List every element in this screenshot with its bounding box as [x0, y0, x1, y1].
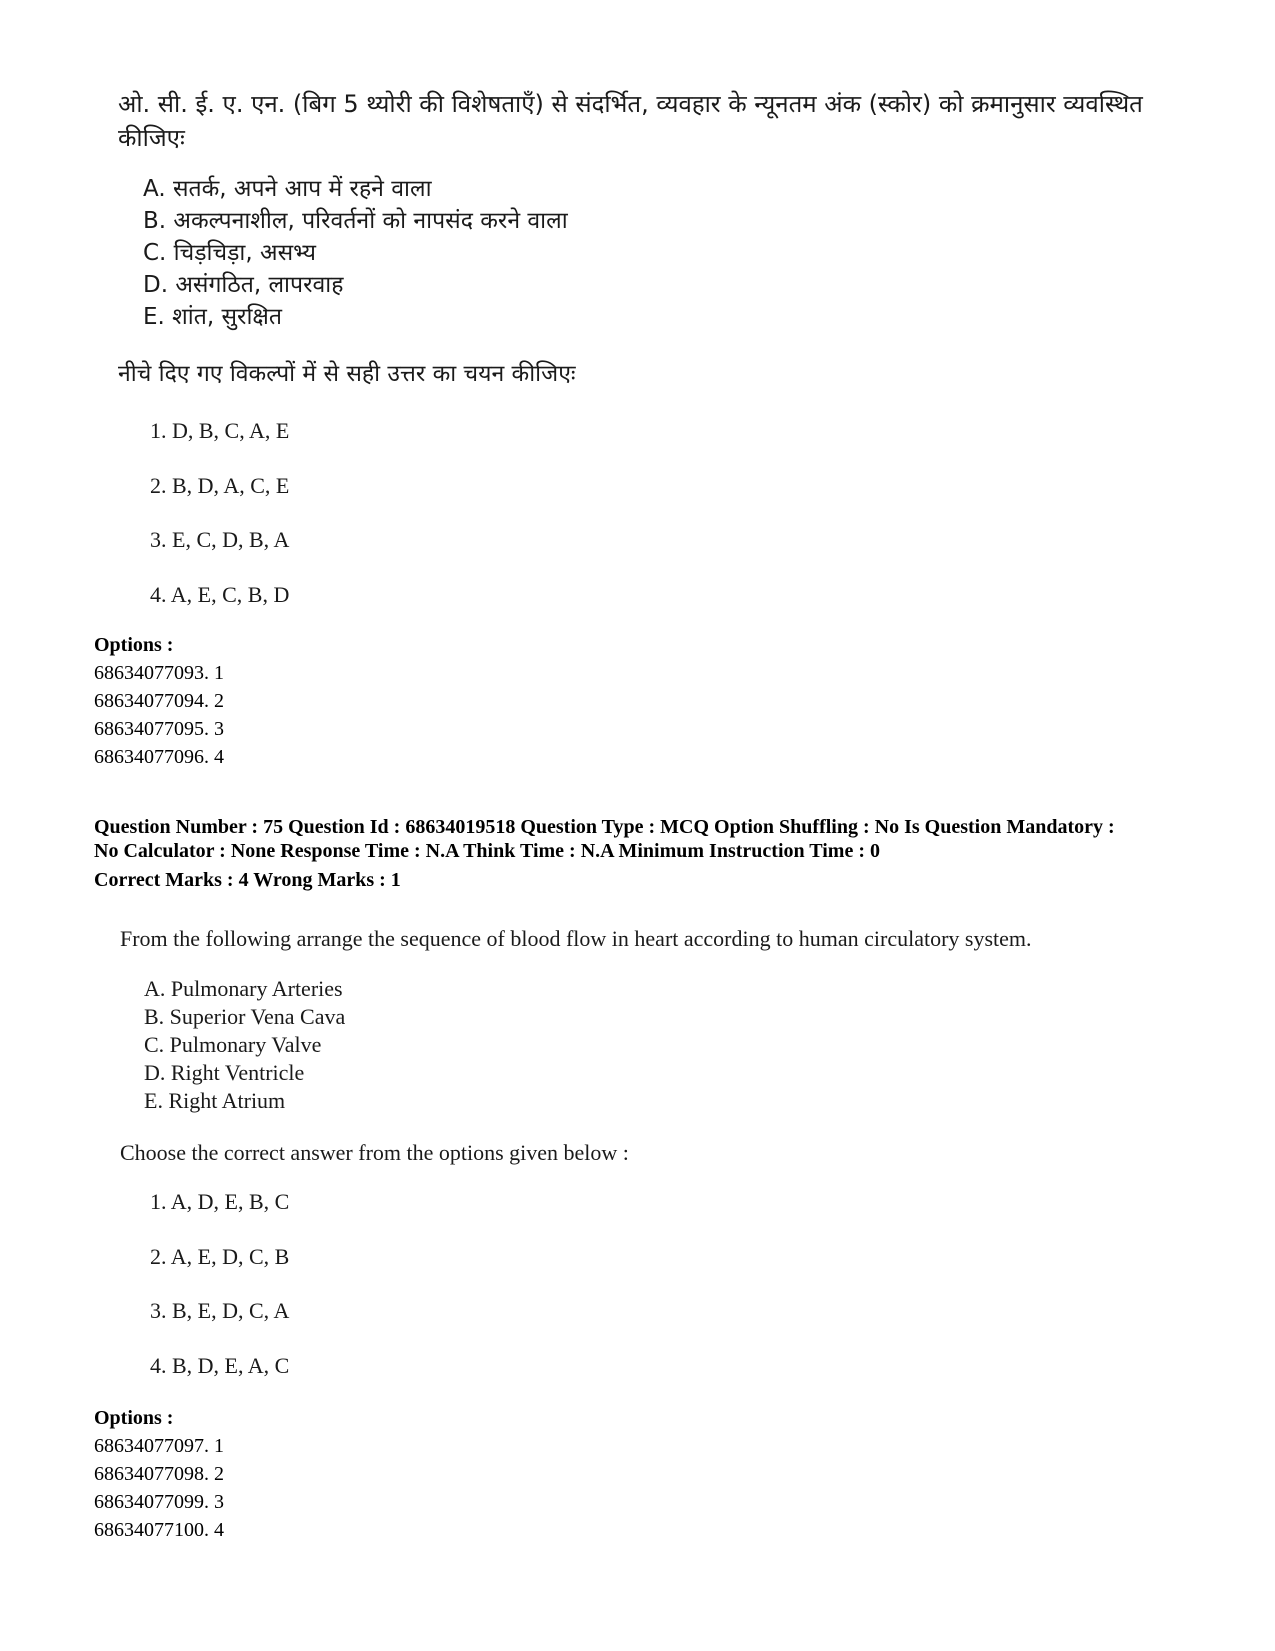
statement-item: C. चिड़चिड़ा, असभ्य — [143, 240, 317, 266]
statement-item: D. Right Ventricle — [144, 1060, 305, 1085]
question-75-meta — [94, 815, 1244, 892]
option-item: 68634077097. 1 — [94, 1435, 224, 1457]
choice-item: 1. A, D, E, B, C — [150, 1189, 290, 1214]
choice-item: 2. A, E, D, C, B — [150, 1243, 290, 1269]
choice-item: 4. B, D, E, A, C — [150, 1352, 290, 1378]
option-item: 68634077094. 2 — [94, 690, 224, 712]
choice-item: 2. B, D, A, C, E — [150, 472, 290, 498]
question-meta-line: No Calculator : None Response Time : N.A Think Time : N.A Minimum Instruction Time : 0 — [94, 840, 880, 862]
question-marks: Correct Marks : 4 Wrong Marks : 1 — [94, 869, 401, 891]
question-74-statements — [143, 173, 568, 333]
option-item: 68634077095. 3 — [94, 718, 224, 740]
question-74-options — [94, 631, 224, 771]
question-75-statements — [144, 975, 345, 1115]
option-item: 68634077093. 1 — [94, 662, 224, 684]
question-74-instruction: नीचे दिए गए विकल्पों में से सही उत्तर का चयन कीजिएः — [118, 361, 576, 387]
choice-item: 3. E, C, D, B, A — [150, 527, 290, 552]
choice-item: 3. B, E, D, C, A — [150, 1298, 290, 1323]
question-74-text: ओ. सी. ई. ए. एन. (बिग 5 थ्योरी की विशेषताएँ) से संदर्भित, व्यवहार के न्यूनतम अंक (स्कोर) को क्रमानुसार व्यवस्थित कीजिएः — [118, 90, 1143, 152]
options-label: Options : — [94, 1407, 174, 1429]
question-75-options — [94, 1404, 224, 1544]
option-item: 68634077100. 4 — [94, 1519, 224, 1541]
statement-item: E. शांत, सुरक्षित — [143, 304, 282, 330]
statement-item: C. Pulmonary Valve — [144, 1032, 322, 1057]
question-75-text: From the following arrange the sequence of blood flow in heart according to human circulatory system. — [120, 926, 1032, 951]
statement-item: B. अकल्पनाशील, परिवर्तनों को नापसंद करने वाला — [143, 208, 568, 234]
choice-item: 1. D, B, C, A, E — [150, 418, 290, 443]
statement-item: D. असंगठित, लापरवाह — [143, 272, 344, 298]
question-75-choices — [150, 1187, 289, 1405]
question-meta-line: Question Number : 75 Question Id : 68634019518 Question Type : MCQ Option Shuffling : No Is Question Mandatory : — [94, 816, 1115, 838]
option-item: 68634077098. 2 — [94, 1463, 224, 1485]
statement-item: B. Superior Vena Cava — [144, 1004, 346, 1029]
options-label: Options : — [94, 634, 174, 656]
option-item: 68634077096. 4 — [94, 746, 224, 768]
option-item: 68634077099. 3 — [94, 1491, 224, 1513]
statement-item: A. Pulmonary Arteries — [144, 976, 343, 1001]
question-74-choices — [150, 416, 289, 634]
statement-item: A. सतर्क, अपने आप में रहने वाला — [143, 176, 432, 202]
statement-item: E. Right Atrium — [144, 1088, 286, 1113]
choice-item: 4. A, E, C, B, D — [150, 581, 290, 607]
question-75-instruction: Choose the correct answer from the options given below : — [120, 1140, 629, 1165]
